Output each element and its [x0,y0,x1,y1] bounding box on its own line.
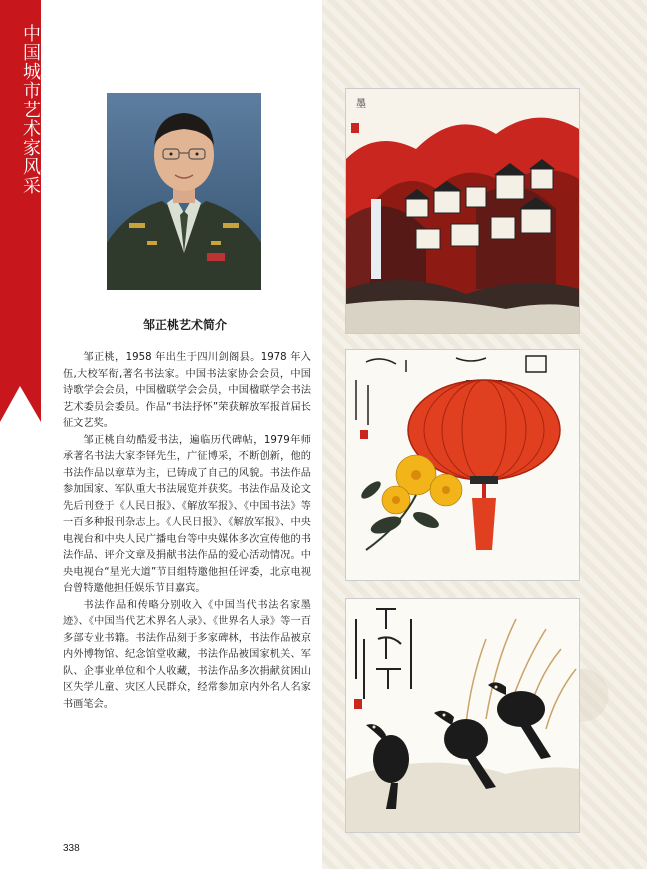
page-number: 338 [63,843,80,854]
painting-cormorants [345,598,580,833]
painting-lantern [345,349,580,581]
artist-portrait [107,93,261,290]
paragraph: 书法作品和传略分别收入《中国当代书法名家墨迹》、《中国当代艺术界名人录》、《世界名人录》等一百多部专业书籍。书法作品刻于多家碑林，书法作品被京内外博物馆、纪念馆堂收藏，书法作品被国家机关、军队、企事业单位和个人收藏，书法作品多次捐献贫困山区失学儿童、灾区人民群众，经常参加京内外名人名家书画笔会。 [63,599,311,710]
banner-tab [0,382,41,422]
painting-landscape [345,88,580,334]
paragraph: 邹正桃自幼酷爱书法，遍临历代碑帖，1979年师承著名书法大家李铎先生，广征博采，不断创新，他的书法作品以章草为主，已铸成了自己的风貌。书法作品参加国家、军队重大书法展览并获奖。书法作品及论文先后刊登于《人民日报》、《解放军报》、《中国书法》等一百多种报刊杂志上。《人民日报》、《解放军报》、中央电视台和中央人民广播电台等中央媒体多次宣传他的书法作品、评介文章及捐献书法作品的爱心活动情况。中央电视台“星光大道”节目组特邀他担任评委，北京电视台曾特邀他担任娱乐节目嘉宾。 [63,434,311,594]
article-title: 邹正桃艺术简介 [142,318,227,332]
section-banner [0,0,41,402]
article-body [63,350,311,713]
banner-title: 中国城市艺术家风采 [20,24,41,195]
paragraph: 邹正桃，1958 年出生于四川剑阁县。1978 年入伍,大校军衔,著名书法家。中国书法家协会会员，中国诗歌学会会员，中国楹联学会会员，中国楹联学会书法艺术委员会委员。作品“书法抒怀”荣获解放军报首届长征文艺奖。 [63,352,311,429]
svg-text:墨: 墨 [356,99,366,110]
